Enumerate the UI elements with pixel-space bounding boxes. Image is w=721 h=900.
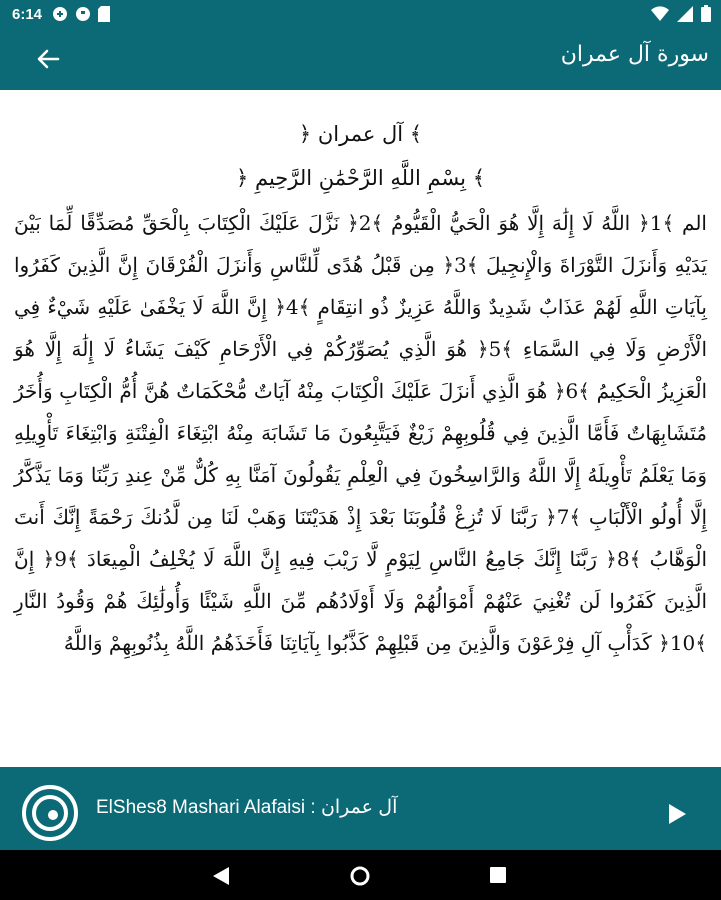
verse-text: اللَّهُ لَا إِلَٰهَ إِلَّا هُوَ الْحَيُّ الْقَيُّومُ (391, 211, 631, 235)
verse-text: إِنَّ اللَّهَ لَا يَخْفَىٰ عَلَيْهِ شَيْءٌ فِي الْأَرْضِ وَلَا فِي السَّمَاءِ (14, 295, 708, 361)
wifi-icon (651, 6, 669, 22)
verse-text: الم (682, 211, 707, 235)
verse-number: ﴾2﴿ (347, 211, 384, 235)
verse-text-block (0, 202, 721, 664)
recents-square-icon[interactable] (489, 866, 507, 884)
arrow-back-icon[interactable] (34, 45, 62, 73)
verse-number: ﴾3﴿ (442, 253, 479, 277)
battery-icon (701, 5, 711, 22)
verse-text: رَبَّنَا إِنَّكَ جَامِعُ النَّاسِ لِيَوْمٍ لَّا رَيْبَ فِيهِ إِنَّ اللَّهَ لَا يُخْلِفُ الْمِيعَادَ (86, 547, 597, 571)
verse-text: نَزَّلَ عَلَيْكَ الْكِتَابَ بِالْحَقِّ مُصَدِّقًا لِّمَا بَيْنَ يَدَيْهِ وَأَنزَلَ التَّوْرَاةَ وَالْإِنجِيلَ (14, 211, 708, 277)
verse-number: ﴾7﴿ (544, 505, 582, 529)
page-title: سورة آل عمران (560, 42, 709, 67)
verse-text: كَدَأْبِ آلِ فِرْعَوْنَ وَالَّذِينَ مِن قَبْلِهِمْ كَذَّبُوا بِآيَاتِنَا فَأَخَذَهُمُ اللَّهُ بِذُنُوبِهِمْ وَاللَّهُ (63, 631, 652, 655)
notification-icon (52, 6, 68, 22)
status-bar (0, 0, 721, 28)
verse-text: هُوَ الَّذِي أَنزَلَ عَلَيْكَ الْكِتَابَ مِنْهُ آيَاتٌ مُّحْكَمَاتٌ هُنَّ أُمُّ الْكِتَابِ وَأُخَرُ مُتَشَابِهَاتٌ فَأَمَّا الَّذِينَ فِي قُلُوبِهِمْ زَيْغٌ فَيَتَّبِعُونَ مَا تَشَابَهَ مِنْهُ ابْتِغَاءَ الْفِتْنَةِ وَابْتِغَاءَ تَأْوِيلِهِ وَمَا يَعْلَمُ تَأْوِيلَهُ إِلَّا اللَّهُ وَالرَّاسِخُونَ فِي الْعِلْمِ يَقُولُونَ آمَنَّا بِهِ كُلٌّ مِّنْ عِندِ رَبِّنَا وَمَا يَذَّكَّرُ إِلَّا أُولُو الْأَلْبَابِ (14, 379, 707, 529)
verse-number: ﴾10﴿ (658, 631, 707, 655)
verse-number: ﴾1﴿ (638, 211, 675, 235)
sim-card-icon (98, 6, 110, 22)
reciter-logo-icon[interactable] (22, 785, 78, 841)
verse-text: هُوَ الَّذِي يُصَوِّرُكُمْ فِي الْأَرْحَامِ كَيْفَ يَشَاءُ لَا إِلَٰهَ إِلَّا هُوَ الْعَزِيزُ الْحَكِيمُ (14, 337, 708, 403)
audio-player-bar[interactable] (0, 767, 721, 850)
verse-number: ﴾6﴿ (553, 379, 590, 403)
verse-text: مِن قَبْلُ هُدًى لِّلنَّاسِ وَأَنزَلَ الْفُرْقَانَ إِنَّ الَّذِينَ كَفَرُوا بِآيَاتِ اللَّهِ لَهُمْ عَذَابٌ شَدِيدٌ وَاللَّهُ عَزِيزٌ ذُو انتِقَامٍ (14, 253, 707, 319)
basmala: ﴾ بِسْمِ اللَّهِ الرَّحْمَٰنِ الرَّحِيمِ ﴿ (235, 166, 486, 190)
verse-text: إِنَّ الَّذِينَ كَفَرُوا لَن تُغْنِيَ عَنْهُمْ أَمْوَالُهُمْ وَلَا أَوْلَادُهُم مِّنَ اللَّهِ شَيْئًا وَأُولَٰئِكَ هُمْ وَقُودُ النَّارِ (14, 547, 707, 613)
verse-number: ﴾9﴿ (42, 547, 79, 571)
status-right-icons (651, 5, 711, 22)
surah-content[interactable] (0, 90, 721, 767)
surah-heading: ﴾ آل عمران ﴿ (298, 122, 423, 146)
verse-number: ﴾4﴿ (274, 295, 311, 319)
back-triangle-icon[interactable] (212, 866, 230, 886)
status-left-icons (52, 6, 110, 22)
system-nav-bar (0, 850, 721, 900)
play-icon[interactable] (667, 803, 687, 825)
info-icon (75, 6, 91, 22)
verse-number: ﴾8﴿ (605, 547, 642, 571)
verse-text: رَبَّنَا لَا تُزِغْ قُلُوبَنَا بَعْدَ إِذْ هَدَيْتَنَا وَهَبْ لَنَا مِن لَّدُنكَ رَحْمَةً إِنَّكَ أَنتَ الْوَهَّابُ (14, 505, 708, 571)
verse-number: ﴾5﴿ (476, 337, 514, 361)
signal-icon (677, 6, 693, 22)
home-circle-icon[interactable] (350, 866, 370, 886)
app-bar (0, 28, 721, 90)
status-time: 6:14 (12, 5, 43, 23)
track-label: ElShes8 Mashari Alafaisi : آل عمران (96, 797, 398, 818)
